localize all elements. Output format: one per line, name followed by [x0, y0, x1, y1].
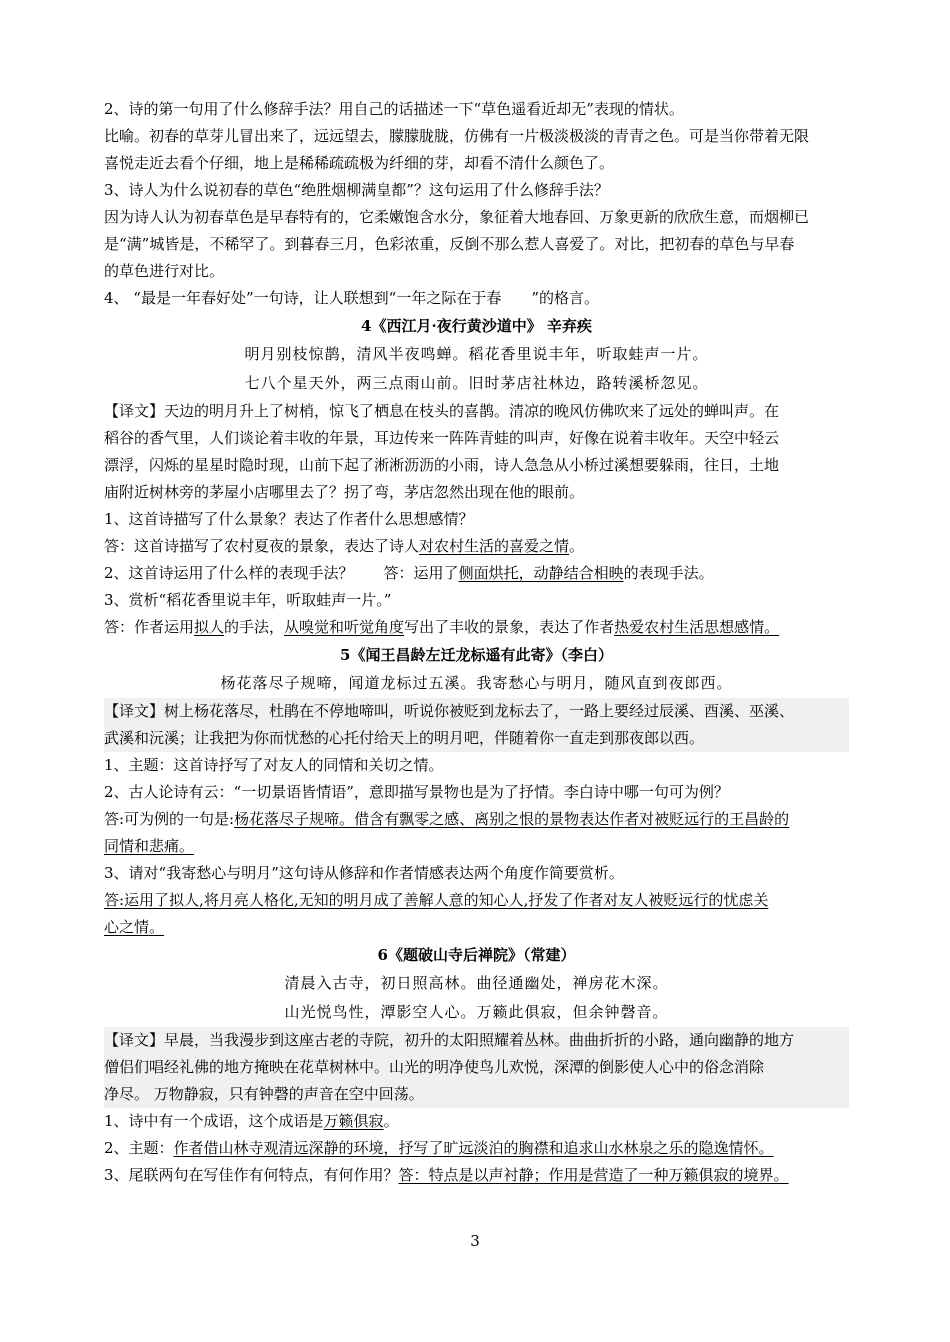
document-page — [104, 96, 849, 1189]
question-text: 2、这首诗运用了什么样的表现手法？ 答：运用了侧面烘托，动静结合相映的表现手法。 — [104, 564, 714, 582]
poem-line: 清晨入古寺，初日照高林。曲径通幽处，禅房花木深。 — [284, 974, 669, 992]
poem-line: 七八个星天外，两三点雨山前。旧时茅店社林边，路转溪桥忽见。 — [244, 374, 709, 392]
answer-text: 因为诗人认为初春草色是早春特有的，它柔嫩饱含水分，象征着大地春回、万象更新的欣欣生意，而烟柳已 — [104, 208, 810, 226]
question-text: 3、请对“我寄愁心与明月”这句诗从修辞和作者情感表达两个角度作简要赏析。 — [104, 864, 624, 882]
poem-title: 4《西江月·夜行黄沙道中》 辛弃疾 — [361, 317, 592, 335]
question-text: 3、诗人为什么说初春的草色“绝胜烟柳满皇都”？这句运用了什么修辞手法？ — [104, 181, 609, 199]
poem-line: 山光悦鸟性，潭影空人心。万籁此俱寂，但余钟磬音。 — [284, 1003, 669, 1021]
poem-title: 5《闻王昌龄左迁龙标遥有此寄》（李白） — [340, 646, 613, 664]
translation-text: 净尽。 万物静寂，只有钟磬的声音在空中回荡。 — [104, 1081, 849, 1108]
question-text: 1、诗中有一个成语，这个成语是万籁俱寂。 — [104, 1112, 399, 1130]
answer-text: 答:可为例的一句是:杨花落尽子规啼。借含有飘零之感、离别之恨的景物表达作者对被贬远行的王昌龄的 — [104, 810, 790, 828]
poem-title: 6《题破山寺后禅院》（常建） — [377, 946, 576, 964]
translation-text: 【译文】天边的明月升上了树梢，惊飞了栖息在枝头的喜鹊。清凉的晚风仿佛吹来了远处的蝉叫声。在 — [104, 402, 780, 420]
question-text: 2、诗的第一句用了什么修辞手法？用自己的话描述一下“草色遥看近却无”表现的情状。 — [104, 100, 684, 118]
answer-text: 答：这首诗描写了农村夏夜的景象，表达了诗人对农村生活的喜爱之情。 — [104, 537, 585, 555]
translation-text: 【译文】早晨，当我漫步到这座古老的寺院，初升的太阳照耀着丛林。曲曲折折的小路，通向幽静的地方 — [104, 1027, 849, 1054]
answer-text: 答:运用了拟人,将月亮人格化,无知的明月成了善解人意的知心人,抒发了作者对友人被贬远行的忧虑关 — [104, 891, 769, 909]
translation-text: 稻谷的香气里，人们谈论着丰收的年景，耳边传来一阵阵青蛙的叫声，好像在说着丰收年。天空中轻云 — [104, 429, 780, 447]
question-text: 1、这首诗描写了什么景象？表达了作者什么思想感情？ — [104, 510, 474, 528]
answer-text: 的草色进行对比。 — [104, 262, 225, 280]
question-text: 2、古人论诗有云：“一切景语皆情语”，意即描写景物也是为了抒情。李白诗中哪一句可为例？ — [104, 783, 729, 801]
translation-text: 庙附近树林旁的茅屋小店哪里去了？拐了弯，茅店忽然出现在他的眼前。 — [104, 483, 585, 501]
poem-line: 杨花落尽子规啼，闻道龙标过五溪。我寄愁心与明月，随风直到夜郎西。 — [220, 674, 733, 692]
answer-text: 答：作者运用拟人的手法，从嗅觉和听觉角度写出了丰收的景象，表达了作者热爱农村生活思想感情。 — [104, 618, 780, 636]
translation-text: 僧侣们唱经礼佛的地方掩映在花草树林中。山光的明净使鸟儿欢悦，深潭的倒影使人心中的俗念消除 — [104, 1054, 849, 1081]
answer-text: 喜悦走近去看个仔细，地上是稀稀疏疏极为纤细的芽，却看不清什么颜色了。 — [104, 154, 615, 172]
answer-text: 是“满”城皆是，不稀罕了。到暮春三月，色彩浓重，反倒不那么惹人喜爱了。对比，把初春的草色与早春 — [104, 235, 795, 253]
translation-text: 武溪和沅溪；让我把为你而忧愁的心托付给天上的明月吧，伴随着你一直走到那夜郎以西。 — [104, 725, 849, 752]
translation-text: 漂浮，闪烁的星星时隐时现，山前下起了淅淅沥沥的小雨，诗人急急从小桥过溪想要躲雨，往日，土地 — [104, 456, 780, 474]
answer-text: 心之情。 — [104, 918, 165, 936]
translation-text: 【译文】树上杨花落尽，杜鹃在不停地啼叫，听说你被贬到龙标去了，一路上要经过辰溪、酉溪、巫溪、 — [104, 698, 849, 725]
poem-line: 明月别枝惊鹊，清风半夜鸣蝉。稻花香里说丰年，听取蛙声一片。 — [244, 345, 709, 363]
answer-text: 比喻。初春的草芽儿冒出来了，远远望去，朦朦胧胧，仿佛有一片极淡极淡的青青之色。可是当你带着无限 — [104, 127, 810, 145]
question-text: 4、 “最是一年春好处”一句诗，让人联想到“一年之际在于春 ”的格言。 — [104, 289, 599, 307]
answer-text: 同情和悲痛。 — [104, 837, 195, 855]
question-text: 3、尾联两句在写佳作有何特点，有何作用？答：特点是以声衬静；作用是营造了一种万籁俱寂的境界。 — [104, 1166, 789, 1184]
page-number: 3 — [470, 1232, 480, 1250]
question-text: 1、主题：这首诗抒写了对友人的同情和关切之情。 — [104, 756, 444, 774]
question-text: 3、赏析“稻花香里说丰年，听取蛙声一片。” — [104, 591, 392, 609]
question-text: 2、主题：作者借山林寺观清远深静的环境，抒写了旷远淡泊的胸襟和追求山水林泉之乐的隐逸情怀。 — [104, 1139, 774, 1157]
